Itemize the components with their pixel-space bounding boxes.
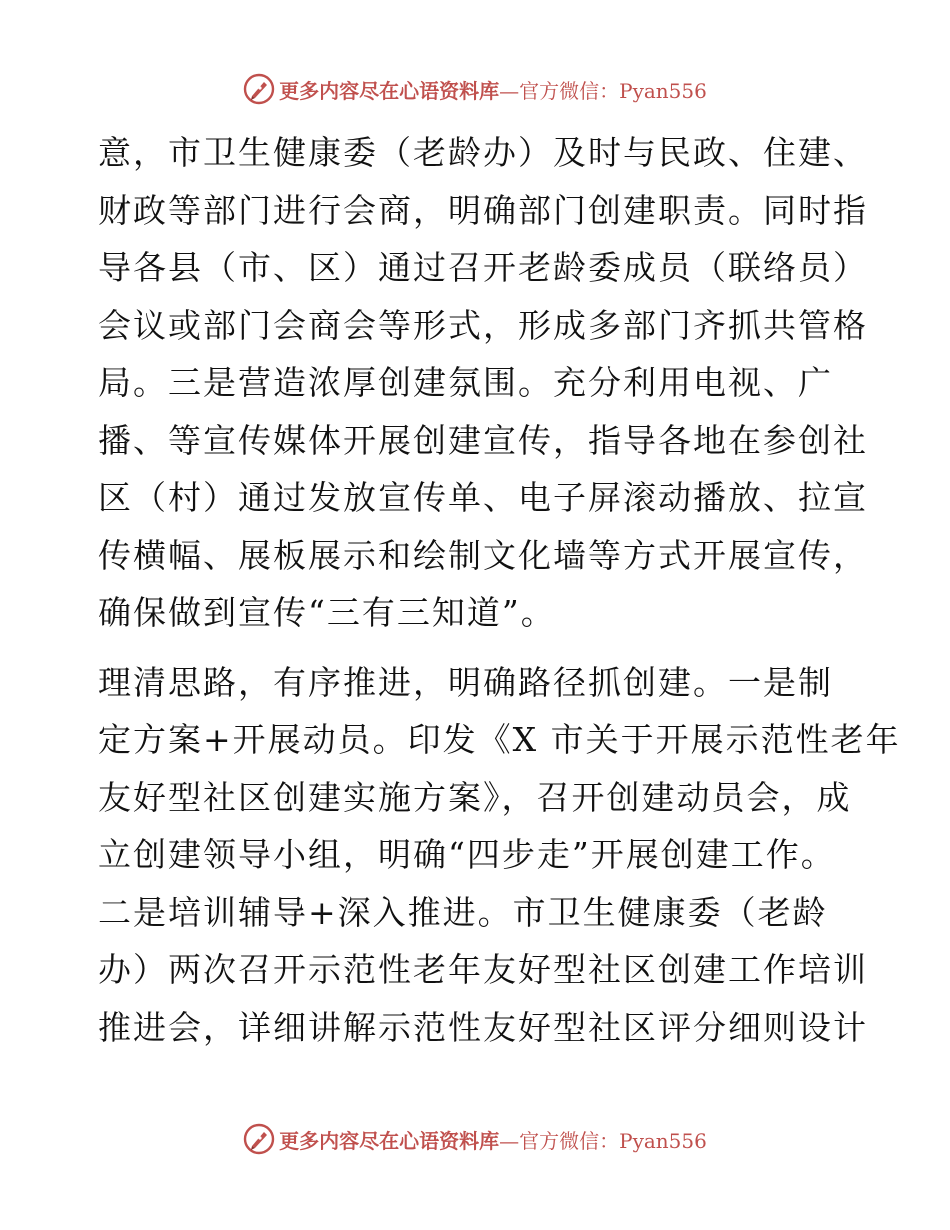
watermark-text <box>279 1125 707 1154</box>
text-line: 二是培训辅导+深入推进。市卫生健康委（老龄 <box>98 892 828 932</box>
watermark-main: 更多内容尽在心语资料库 <box>279 1128 500 1153</box>
text-line: 传横幅、展板展示和绘制文化墙等方式开展宣传， <box>98 535 868 575</box>
text-line: 友好型社区创建实施方案》，召开创建动员会，成 <box>98 777 852 817</box>
body-text <box>98 124 901 1056</box>
text-line: 意，市卫生健康委（老龄办）及时与民政、住建、 <box>98 133 868 172</box>
paragraph-gap <box>98 642 858 654</box>
text-line: 导各县（市、区）通过召开老龄委成员（联络员） <box>98 248 868 287</box>
watermark-dash: — <box>499 1128 520 1153</box>
text-line: 办）两次召开示范性老年友好型社区创建工作培训 <box>98 950 868 989</box>
pen-logo-icon <box>243 73 275 105</box>
watermark-text <box>279 75 707 104</box>
text-line: 定方案+开展动员。印发《X 市关于开展示范性老年 <box>98 720 901 759</box>
text-line: 财政等部门进行会商，明确部门创建职责。同时指 <box>98 190 868 230</box>
text-line: 理清思路，有序推进，明确路径抓创建。一是制 <box>98 662 833 702</box>
header-watermark <box>0 72 950 106</box>
text-line: 立创建领导小组，明确“四步走”开展创建工作。 <box>98 835 836 874</box>
watermark-main: 更多内容尽在心语资料库 <box>279 78 500 103</box>
footer-watermark <box>0 1122 950 1156</box>
pen-logo-icon <box>243 1123 275 1155</box>
watermark-contact: 官方微信：Pyan556 <box>519 1128 707 1153</box>
text-line: 推进会，详细讲解示范性友好型社区评分细则设计 <box>98 1007 868 1047</box>
paragraph-2 <box>98 654 901 1057</box>
paragraph-1 <box>98 124 868 642</box>
text-line: 播、等宣传媒体开展创建宣传，指导各地在参创社 <box>98 420 868 460</box>
text-line: 确保做到宣传“三有三知道”。 <box>98 593 556 632</box>
text-line: 区（村）通过发放宣传单、电子屏滚动播放、拉宣 <box>98 478 868 517</box>
text-line: 会议或部门会商会等形式，形成多部门齐抓共管格 <box>98 305 868 345</box>
watermark-dash: — <box>499 78 520 103</box>
text-line: 局。三是营造浓厚创建氛围。充分利用电视、广 <box>98 363 833 402</box>
watermark-contact: 官方微信：Pyan556 <box>519 78 707 103</box>
